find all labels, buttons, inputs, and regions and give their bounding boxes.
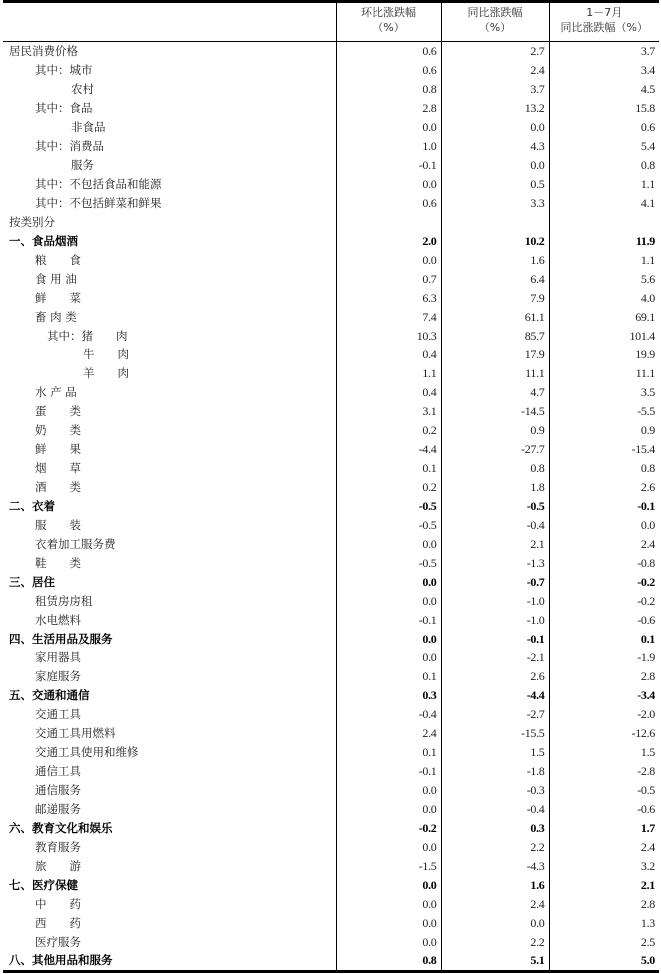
table-row bbox=[3, 194, 659, 213]
ytd-value: -0.1 bbox=[637, 498, 655, 513]
year-on-year-value: -1.0 bbox=[441, 610, 549, 629]
month-on-month-value: 0.8 bbox=[336, 951, 441, 971]
month-on-month-value: -0.5 bbox=[336, 515, 441, 534]
month-on-month-value: -4.4 bbox=[336, 440, 441, 459]
row-label: 蛋 类 bbox=[3, 402, 336, 421]
table-row bbox=[3, 648, 659, 667]
year-on-year-value: 2.4 bbox=[441, 61, 549, 80]
table-row bbox=[3, 42, 659, 61]
ytd-value: 3.2 bbox=[640, 858, 655, 873]
year-on-year-value: 1.6 bbox=[441, 250, 549, 269]
header-month-on-month bbox=[336, 2, 441, 42]
header-year-on-year bbox=[441, 2, 549, 42]
table-row bbox=[3, 800, 659, 819]
ytd-value: 5.6 bbox=[640, 271, 655, 286]
ytd-value: 0.8 bbox=[640, 158, 655, 173]
row-label: 通信服务 bbox=[3, 781, 336, 800]
table-row bbox=[3, 875, 659, 894]
row-label: 其中：不包括鲜菜和鲜果 bbox=[3, 194, 336, 213]
ytd-value: 3.7 bbox=[640, 44, 655, 59]
year-on-year-value: 0.0 bbox=[441, 913, 549, 932]
table-row bbox=[3, 951, 659, 971]
table-row bbox=[3, 724, 659, 743]
row-label: 四、生活用品及服务 bbox=[3, 629, 336, 648]
month-on-month-value: 2.4 bbox=[336, 724, 441, 743]
row-label: 其中：猪 肉 bbox=[3, 326, 336, 345]
ytd-value: 4.0 bbox=[640, 290, 655, 305]
table-row bbox=[3, 402, 659, 421]
ytd-value: 19.9 bbox=[635, 347, 655, 362]
year-on-year-value: -14.5 bbox=[441, 402, 549, 421]
header-mom-line1: 环比涨跌幅 bbox=[361, 6, 416, 19]
year-on-year-value: 1.8 bbox=[441, 478, 549, 497]
month-on-month-value: 0.3 bbox=[336, 686, 441, 705]
header-mom-line2: （%） bbox=[372, 21, 405, 34]
ytd-value: 2.6 bbox=[640, 480, 655, 495]
year-on-year-value: 0.9 bbox=[441, 421, 549, 440]
year-on-year-value: -0.1 bbox=[441, 629, 549, 648]
year-on-year-value: -27.7 bbox=[441, 440, 549, 459]
row-label: 鲜 果 bbox=[3, 440, 336, 459]
table-row bbox=[3, 629, 659, 648]
ytd-value: -12.6 bbox=[631, 726, 655, 741]
ytd-value: 2.5 bbox=[640, 934, 655, 949]
ytd-value: 0.6 bbox=[640, 120, 655, 135]
ytd-value: -2.8 bbox=[637, 764, 655, 779]
month-on-month-value: -0.5 bbox=[336, 497, 441, 516]
year-on-year-value: 3.3 bbox=[441, 194, 549, 213]
row-label: 家庭服务 bbox=[3, 667, 336, 686]
row-label: 酒 类 bbox=[3, 478, 336, 497]
ytd-value: 5.4 bbox=[640, 139, 655, 154]
table-row bbox=[3, 781, 659, 800]
year-on-year-value: 2.4 bbox=[441, 894, 549, 913]
month-on-month-value: 0.0 bbox=[336, 781, 441, 800]
cpi-table-container bbox=[3, 0, 659, 973]
row-label: 居民消费价格 bbox=[3, 42, 336, 61]
table-row bbox=[3, 497, 659, 516]
ytd-value: 1.1 bbox=[640, 177, 655, 192]
ytd-value: -0.2 bbox=[637, 593, 655, 608]
ytd-value: 0.0 bbox=[640, 517, 655, 532]
month-on-month-value: 6.3 bbox=[336, 288, 441, 307]
month-on-month-value: 2.0 bbox=[336, 231, 441, 250]
row-label: 家用器具 bbox=[3, 648, 336, 667]
month-on-month-value: 0.0 bbox=[336, 175, 441, 194]
table-row bbox=[3, 345, 659, 364]
header-yoy-line1: 同比涨跌幅 bbox=[467, 6, 523, 19]
table-row bbox=[3, 572, 659, 591]
ytd-value: 11.1 bbox=[635, 366, 655, 381]
table-row bbox=[3, 61, 659, 80]
table-row bbox=[3, 591, 659, 610]
ytd-value: 0.1 bbox=[640, 631, 655, 646]
month-on-month-value: 7.4 bbox=[336, 307, 441, 326]
table-row bbox=[3, 932, 659, 951]
table-row bbox=[3, 818, 659, 837]
year-on-year-value: -15.5 bbox=[441, 724, 549, 743]
ytd-value: 0.9 bbox=[640, 423, 655, 438]
year-on-year-value: -1.3 bbox=[441, 553, 549, 572]
table-row bbox=[3, 80, 659, 99]
month-on-month-value: -0.5 bbox=[336, 553, 441, 572]
table-row bbox=[3, 421, 659, 440]
month-on-month-value: 0.0 bbox=[336, 534, 441, 553]
ytd-value: 1.3 bbox=[640, 915, 655, 930]
table-row bbox=[3, 326, 659, 345]
ytd-value: 3.5 bbox=[640, 385, 655, 400]
row-label: 按类别分 bbox=[3, 212, 336, 231]
ytd-value: 4.1 bbox=[640, 195, 655, 210]
year-on-year-value: 4.7 bbox=[441, 383, 549, 402]
month-on-month-value: 0.2 bbox=[336, 421, 441, 440]
ytd-value: -2.0 bbox=[637, 707, 655, 722]
month-on-month-value: 0.0 bbox=[336, 837, 441, 856]
table-row bbox=[3, 440, 659, 459]
table-row bbox=[3, 383, 659, 402]
month-on-month-value: 0.7 bbox=[336, 269, 441, 288]
table-row bbox=[3, 667, 659, 686]
ytd-value: 101.4 bbox=[629, 328, 655, 343]
ytd-value bbox=[549, 212, 659, 231]
row-label: 服务 bbox=[3, 156, 336, 175]
month-on-month-value: 0.6 bbox=[336, 42, 441, 61]
table-row bbox=[3, 913, 659, 932]
row-label: 一、食品烟酒 bbox=[3, 231, 336, 250]
month-on-month-value: 0.0 bbox=[336, 629, 441, 648]
year-on-year-value: -1.0 bbox=[441, 591, 549, 610]
year-on-year-value: 85.7 bbox=[441, 326, 549, 345]
month-on-month-value: 0.6 bbox=[336, 61, 441, 80]
table-row bbox=[3, 231, 659, 250]
month-on-month-value: 0.0 bbox=[336, 894, 441, 913]
header-ytd-line1: 1－7月 bbox=[586, 6, 623, 19]
year-on-year-value: -0.3 bbox=[441, 781, 549, 800]
year-on-year-value: 10.2 bbox=[441, 231, 549, 250]
row-label: 水 产 品 bbox=[3, 383, 336, 402]
month-on-month-value bbox=[336, 212, 441, 231]
row-label: 二、衣着 bbox=[3, 497, 336, 516]
month-on-month-value: 0.0 bbox=[336, 572, 441, 591]
month-on-month-value: 0.0 bbox=[336, 591, 441, 610]
row-label: 烟 草 bbox=[3, 459, 336, 478]
row-label: 粮 食 bbox=[3, 250, 336, 269]
month-on-month-value: 3.1 bbox=[336, 402, 441, 421]
year-on-year-value: -0.4 bbox=[441, 800, 549, 819]
row-label: 交通工具使用和维修 bbox=[3, 743, 336, 762]
month-on-month-value: 10.3 bbox=[336, 326, 441, 345]
table-row bbox=[3, 250, 659, 269]
row-label: 其中：城市 bbox=[3, 61, 336, 80]
ytd-value: 15.8 bbox=[635, 101, 655, 116]
year-on-year-value: 2.2 bbox=[441, 837, 549, 856]
month-on-month-value: 0.6 bbox=[336, 194, 441, 213]
year-on-year-value: 0.8 bbox=[441, 459, 549, 478]
month-on-month-value: 0.4 bbox=[336, 345, 441, 364]
month-on-month-value: -0.2 bbox=[336, 818, 441, 837]
row-label: 七、医疗保健 bbox=[3, 875, 336, 894]
ytd-value: 1.5 bbox=[640, 745, 655, 760]
ytd-value: 11.9 bbox=[635, 233, 655, 248]
row-label: 其中：不包括食品和能源 bbox=[3, 175, 336, 194]
year-on-year-value: 7.9 bbox=[441, 288, 549, 307]
month-on-month-value: 2.8 bbox=[336, 99, 441, 118]
year-on-year-value bbox=[441, 212, 549, 231]
ytd-value: -0.6 bbox=[637, 801, 655, 816]
year-on-year-value: 11.1 bbox=[441, 364, 549, 383]
month-on-month-value: -0.1 bbox=[336, 762, 441, 781]
month-on-month-value: 0.0 bbox=[336, 913, 441, 932]
table-row bbox=[3, 837, 659, 856]
header-ytd-line2: 同比涨跌幅（%） bbox=[560, 21, 648, 34]
ytd-value: -15.4 bbox=[631, 442, 655, 457]
table-row bbox=[3, 610, 659, 629]
month-on-month-value: 0.0 bbox=[336, 118, 441, 137]
year-on-year-value: -0.5 bbox=[441, 497, 549, 516]
year-on-year-value: 6.4 bbox=[441, 269, 549, 288]
header-yoy-line2: （%） bbox=[478, 21, 512, 34]
month-on-month-value: 0.4 bbox=[336, 383, 441, 402]
table-row bbox=[3, 307, 659, 326]
year-on-year-value: -1.8 bbox=[441, 762, 549, 781]
year-on-year-value: 0.0 bbox=[441, 118, 549, 137]
ytd-value: 3.4 bbox=[640, 63, 655, 78]
month-on-month-value: 0.8 bbox=[336, 80, 441, 99]
table-row bbox=[3, 478, 659, 497]
month-on-month-value: 1.1 bbox=[336, 364, 441, 383]
cpi-table bbox=[3, 0, 659, 973]
ytd-value: -0.8 bbox=[637, 555, 655, 570]
year-on-year-value: 2.6 bbox=[441, 667, 549, 686]
table-row bbox=[3, 99, 659, 118]
ytd-value: -0.6 bbox=[637, 612, 655, 627]
row-label: 衣着加工服务费 bbox=[3, 534, 336, 553]
year-on-year-value: -2.7 bbox=[441, 705, 549, 724]
row-label: 服 装 bbox=[3, 515, 336, 534]
row-label: 羊 肉 bbox=[3, 364, 336, 383]
month-on-month-value: 0.0 bbox=[336, 250, 441, 269]
row-label: 六、教育文化和娱乐 bbox=[3, 818, 336, 837]
year-on-year-value: 0.5 bbox=[441, 175, 549, 194]
ytd-value: 2.4 bbox=[640, 839, 655, 854]
ytd-value: 1.1 bbox=[640, 252, 655, 267]
ytd-value: -0.2 bbox=[637, 574, 655, 589]
table-row bbox=[3, 534, 659, 553]
row-label: 牛 肉 bbox=[3, 345, 336, 364]
table-row bbox=[3, 118, 659, 137]
ytd-value: 2.8 bbox=[640, 896, 655, 911]
table-row bbox=[3, 894, 659, 913]
row-label: 五、交通和通信 bbox=[3, 686, 336, 705]
table-row bbox=[3, 156, 659, 175]
ytd-value: 69.1 bbox=[635, 309, 655, 324]
ytd-value: 0.8 bbox=[640, 461, 655, 476]
year-on-year-value: -2.1 bbox=[441, 648, 549, 667]
row-label: 鲜 菜 bbox=[3, 288, 336, 307]
year-on-year-value: 2.7 bbox=[441, 42, 549, 61]
table-row bbox=[3, 459, 659, 478]
row-label: 交通工具 bbox=[3, 705, 336, 724]
table-body bbox=[3, 42, 659, 972]
row-label: 水电燃料 bbox=[3, 610, 336, 629]
table-row bbox=[3, 762, 659, 781]
year-on-year-value: 3.7 bbox=[441, 80, 549, 99]
month-on-month-value: 0.1 bbox=[336, 459, 441, 478]
row-label: 食 用 油 bbox=[3, 269, 336, 288]
table-row bbox=[3, 269, 659, 288]
year-on-year-value: 0.3 bbox=[441, 818, 549, 837]
ytd-value: -1.9 bbox=[637, 650, 655, 665]
month-on-month-value: 0.0 bbox=[336, 932, 441, 951]
year-on-year-value: -0.7 bbox=[441, 572, 549, 591]
year-on-year-value: -0.4 bbox=[441, 515, 549, 534]
row-label: 其中：食品 bbox=[3, 99, 336, 118]
ytd-value: 1.7 bbox=[640, 820, 655, 835]
table-row bbox=[3, 686, 659, 705]
row-label: 租赁房房租 bbox=[3, 591, 336, 610]
row-label: 非食品 bbox=[3, 118, 336, 137]
table-row bbox=[3, 364, 659, 383]
year-on-year-value: 61.1 bbox=[441, 307, 549, 326]
month-on-month-value: 0.1 bbox=[336, 743, 441, 762]
table-row bbox=[3, 515, 659, 534]
table-row bbox=[3, 743, 659, 762]
month-on-month-value: -0.1 bbox=[336, 610, 441, 629]
month-on-month-value: 0.1 bbox=[336, 667, 441, 686]
row-label: 八、其他用品和服务 bbox=[3, 951, 336, 971]
year-on-year-value: 0.0 bbox=[441, 156, 549, 175]
month-on-month-value: -0.1 bbox=[336, 156, 441, 175]
month-on-month-value: 0.0 bbox=[336, 800, 441, 819]
row-label: 邮递服务 bbox=[3, 800, 336, 819]
row-label: 奶 类 bbox=[3, 421, 336, 440]
year-on-year-value: 17.9 bbox=[441, 345, 549, 364]
year-on-year-value: 2.1 bbox=[441, 534, 549, 553]
table-row bbox=[3, 553, 659, 572]
month-on-month-value: 0.2 bbox=[336, 478, 441, 497]
month-on-month-value: 0.0 bbox=[336, 875, 441, 894]
row-label: 医疗服务 bbox=[3, 932, 336, 951]
month-on-month-value: -0.4 bbox=[336, 705, 441, 724]
table-row bbox=[3, 137, 659, 156]
year-on-year-value: -4.4 bbox=[441, 686, 549, 705]
year-on-year-value: 1.5 bbox=[441, 743, 549, 762]
row-label: 畜 肉 类 bbox=[3, 307, 336, 326]
ytd-value: -5.5 bbox=[637, 404, 655, 419]
ytd-value: 2.4 bbox=[640, 536, 655, 551]
row-label: 其中：消费品 bbox=[3, 137, 336, 156]
year-on-year-value: -4.3 bbox=[441, 856, 549, 875]
ytd-value: 4.5 bbox=[640, 82, 655, 97]
year-on-year-value: 2.2 bbox=[441, 932, 549, 951]
year-on-year-value: 1.6 bbox=[441, 875, 549, 894]
table-row bbox=[3, 212, 659, 231]
year-on-year-value: 4.3 bbox=[441, 137, 549, 156]
header-ytd bbox=[549, 2, 659, 42]
year-on-year-value: 13.2 bbox=[441, 99, 549, 118]
row-label: 三、居住 bbox=[3, 572, 336, 591]
table-row bbox=[3, 856, 659, 875]
row-label: 教育服务 bbox=[3, 837, 336, 856]
month-on-month-value: -1.5 bbox=[336, 856, 441, 875]
ytd-value: 2.1 bbox=[640, 877, 655, 892]
table-row bbox=[3, 288, 659, 307]
table-row bbox=[3, 175, 659, 194]
ytd-value: 5.0 bbox=[549, 951, 659, 971]
ytd-value: 2.8 bbox=[640, 669, 655, 684]
row-label: 交通工具用燃料 bbox=[3, 724, 336, 743]
row-label: 旅 游 bbox=[3, 856, 336, 875]
row-label: 通信工具 bbox=[3, 762, 336, 781]
row-label: 农村 bbox=[3, 80, 336, 99]
row-label: 鞋 类 bbox=[3, 553, 336, 572]
ytd-value: -3.4 bbox=[637, 688, 655, 703]
month-on-month-value: 0.0 bbox=[336, 648, 441, 667]
row-label: 西 药 bbox=[3, 913, 336, 932]
ytd-value: -0.5 bbox=[637, 783, 655, 798]
table-row bbox=[3, 705, 659, 724]
header-item-name bbox=[3, 2, 336, 42]
year-on-year-value: 5.1 bbox=[441, 951, 549, 971]
table-header-row bbox=[3, 2, 659, 42]
row-label: 中 药 bbox=[3, 894, 336, 913]
month-on-month-value: 1.0 bbox=[336, 137, 441, 156]
